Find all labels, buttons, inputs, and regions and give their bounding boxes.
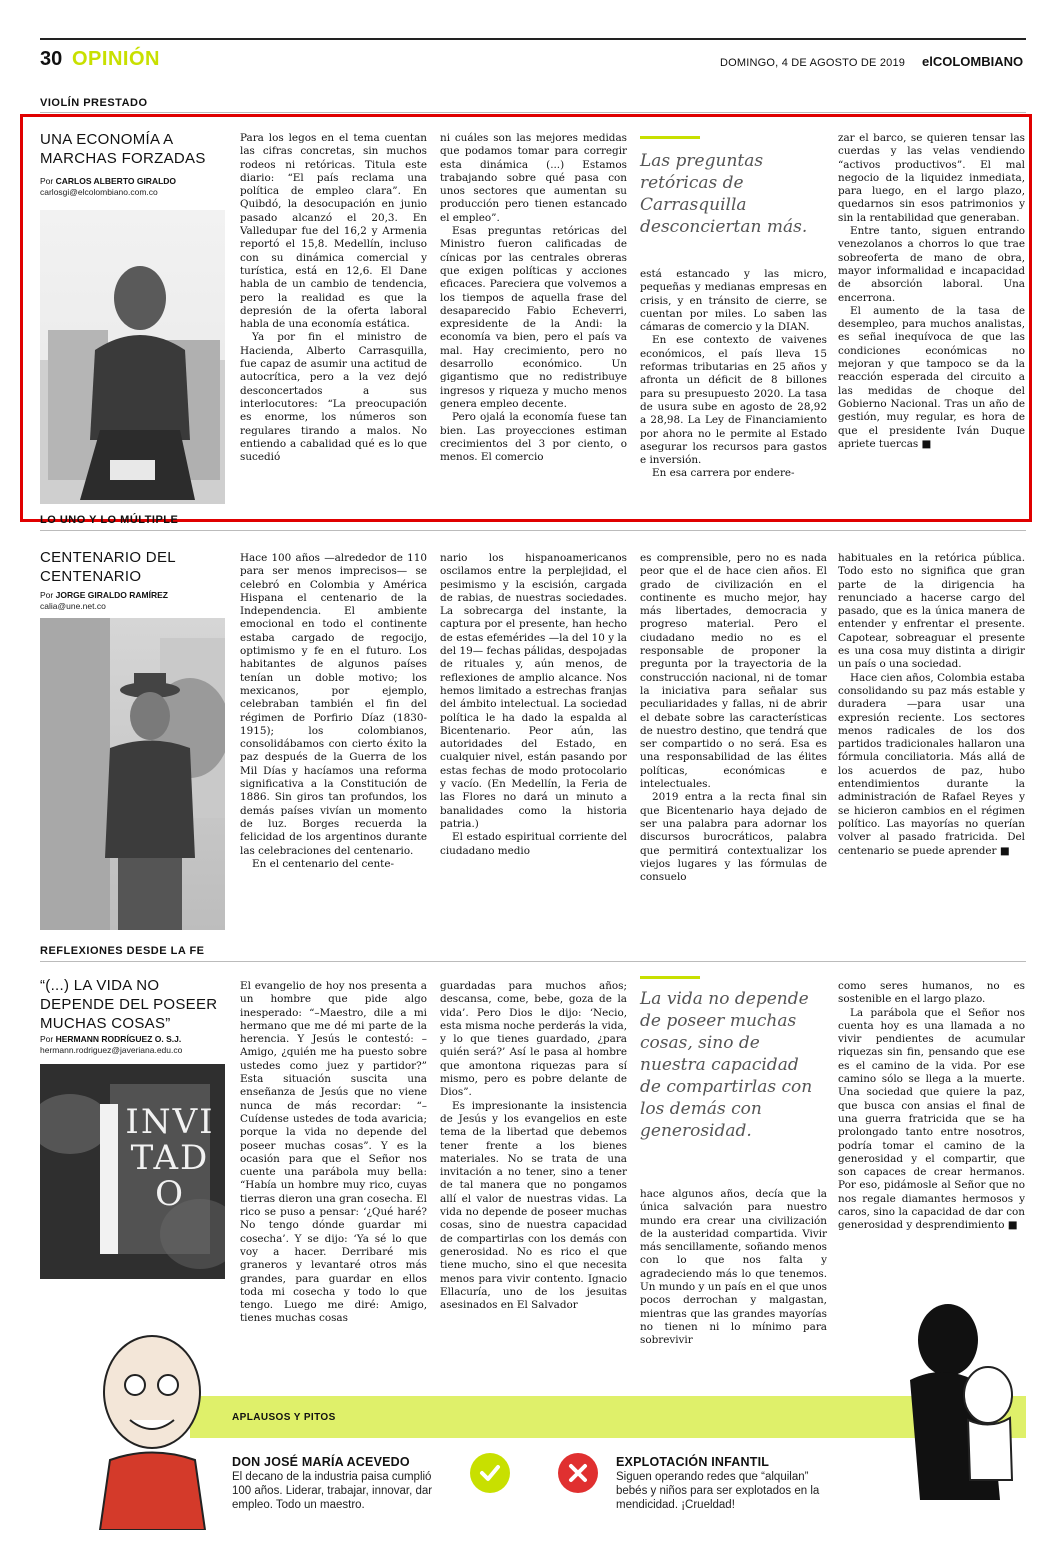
article2-author: JORGE GIRALDO RAMÍREZ bbox=[55, 590, 169, 600]
article3-col-d bbox=[838, 980, 1025, 1300]
paragraph: El evangelio de hoy nos presenta a un hombre que pide algo inesperado: “–Maestro, dile a mi hermano que me dé mi parte de la herencia. Y Jesús le contestó: –Amigo, ¿quién me ha puesto sobre ustedes como juez y partidor?” Esta situación suscita una enseñanza de Jesús que no viene nunca de más recordar: “–Cuídense ustedes de toda avaricia; porque la vida no depende del poseer muchas cosas”. Y es la ocasión para que el Señor nos cuente una parábola muy bella: “Había un hombre muy rico, cuyas tierras dieron una gran cosecha. El rico se puso a pensar: ‘¿Qué haré? No tengo dónde guardar mi cosecha’. Y se dijo: ‘Ya sé lo que voy a hacer. Derribaré mis graneros y levantaré otros más grandes, para guardar en ellos toda mi cosecha y todo lo que tengo. Luego me diré: Amigo, tienes muchas cosas bbox=[240, 980, 427, 1325]
paragraph: Para los legos en el tema cuentan las cifras concretas, sin muchos rodeos ni retóricas. Titula este diario: “El país reclama una política de empleo clara”. En Quibdó, la desocupación en junio pasado alcanzó el 20,3. En Valledupar fue del 16,2 y Armenia reportó el 15,8. Medellín, incluso con su dinámica comercial y turística, está en 12,6. El Dane habla de un cambio de tendencia, pero la realidad es que la depresión de la oferta laboral habla de una economía estática. bbox=[240, 132, 427, 331]
article2-col-a bbox=[240, 552, 427, 936]
paragraph: En esa carrera por endere- bbox=[652, 467, 795, 480]
masthead-el: el bbox=[922, 54, 933, 69]
caricature-acevedo bbox=[90, 1330, 220, 1530]
article2-col-d bbox=[838, 552, 1025, 936]
section-label-lo-uno: LO UNO Y LO MÚLTIPLE bbox=[40, 514, 179, 526]
masthead-name: COLOMBIANO bbox=[932, 54, 1024, 69]
section-label-reflexiones: REFLEXIONES DESDE LA FE bbox=[40, 945, 205, 957]
divider bbox=[40, 530, 1026, 531]
paragraph: es comprensible, pero no es nada peor que el de hace cien años. El grado de civilización en el continente es mucho mejor, hay más libertades, democracia y progreso material. Pero el ciudadano medio no es el responsable de proponer la pregunta por la trayectoria de la construcción nacional, ni de tomar la iniciativa para señalar sus peculiaridades y fallas, ni de abrir el debate sobre las características de nuestro destino, que tendrá que ser compartido o no será. Esa es una responsabilidad de las élites políticas, económicas e intelectuales. bbox=[640, 552, 827, 791]
top-rule bbox=[40, 38, 1026, 40]
paragraph: Entre tanto, siguen entrando venezolanos a chorros lo que trae sobreoferta de mano de obra, mayor informalidad e incapacidad de absorción laboral. Una encerrona. bbox=[838, 225, 1025, 304]
paragraph: El estado espiritual corriente del ciudadano medio bbox=[440, 831, 627, 857]
aplauso-text: El decano de la industria paisa cumplió 100 años. Liderar, trabajar, innovar, dar empleo. Todo un maestro. bbox=[232, 1471, 433, 1511]
paragraph: Pero ojalá la economía fuese tan bien. Las proyecciones estiman crecimientos del 3 por ciento, o menos. El comercio bbox=[440, 411, 627, 464]
divider bbox=[40, 112, 1026, 113]
paragraph: El aumento de la tasa de desempleo, para muchos analistas, es señal inequívoca de que las condiciones económicas no mejoran y que tampoco se da la reacción esperada del circuito a las medidas de choque del Gobierno Nacional. Tras un año de gestión, muy regular, es hora de que el presidente Iván Duque apriete tuercas ■ bbox=[838, 304, 1025, 450]
byline-prefix: Por bbox=[40, 176, 54, 186]
paragraph: 2019 entra a la recta final sin que Bicentenario haya dejado de ser una palabra para adornar los discursos burocráticos, palabra que permitirá contextualizar los viejos lugares y las fórmulas de consuelo bbox=[640, 791, 827, 884]
paragraph: Hace 100 años —alrededor de 110 para ser menos imprecisos— se celebró en Colombia y América Hispana el centenario de la Independencia. El ambiente emocional en todo el continente estaba cargado de regocijo, optimismo y fe en el futuro. Los habitantes de algunos países tenían un doble motivo; los mexicanos, por ejemplo, celebraban también el fin del régimen de Porfirio Díaz (1830-1915); los colombianos, consolidábamos con cierto éxito la paz después de la Guerra de los Mil Días y hacíamos una reforma significativa a la Constitución de 1886. Sin giros tan profundos, los demás países vivían un momento de luz. Borges recuerda la felicidad de los argentinos durante las celebraciones del centenario. bbox=[240, 552, 427, 857]
article2-email: calia@une.net.co bbox=[40, 601, 106, 611]
divider bbox=[40, 961, 1026, 962]
paragraph: Esas preguntas retóricas del Ministro fueron calificadas de cínicas por las centrales obreras que exigen políticas y acciones eficaces. Pareciera que volvemos a los tiempos de aquella frase del desaparecido Fabio Echeverri, expresidente de la Andi: la economía va bien, pero el país va mal. Hay crecimiento, pero no desarrollo económico. Un gigantismo que no redistribuye ingresos y riqueza y mucho menos genera empleo decente. bbox=[440, 225, 627, 410]
article1-email: carlosgi@elcolombiano.com.co bbox=[40, 187, 158, 197]
paragraph: habituales en la retórica pública. Todo esto no significa que gran parte de la dirigencia ha renunciado a hacerse cargo del pasado, que es la única manera de entender y enfrentar el presente. Capotear, sobreaguar el presente es una cosa muy distinta a dirigir un país o una sociedad. bbox=[838, 552, 1025, 671]
highlight-box bbox=[20, 114, 1032, 522]
paragraph: En el centenario del cente- bbox=[252, 857, 394, 870]
checkmark-icon bbox=[470, 1453, 510, 1493]
article2-col-c bbox=[640, 552, 827, 936]
paragraph: como seres humanos, no es sostenible en el largo plazo. bbox=[838, 980, 1025, 1006]
article1-pull-quote: Las preguntas retóricas de Carrasquilla desconciertan más. bbox=[640, 151, 808, 237]
article3-author: HERMANN RODRÍGUEZ O. S.J. bbox=[55, 1034, 182, 1044]
quote-accent-bar bbox=[640, 976, 700, 979]
article1-author: CARLOS ALBERTO GIRALDO bbox=[55, 176, 177, 186]
masthead-logo bbox=[922, 54, 1023, 69]
article3-col-c bbox=[640, 1188, 827, 1370]
aplausos-label: APLAUSOS Y PITOS bbox=[232, 1412, 336, 1423]
paragraph: Ya por fin el ministro de Hacienda, Alberto Carrasquilla, fue capaz de asumir una actitud de autocrítica, pero a la vez dejó desconcertados a sus interlocutores: “La preocupación es enorme, los números son regulares tirando a malos. No entiendo a cabalidad qué es lo que sucedió bbox=[240, 331, 427, 464]
article3-col-a bbox=[240, 980, 427, 1370]
paragraph: La parábola que el Señor nos cuenta hoy es una llamada a no vivir pendientes de acumular riquezas sin fin, pensando que ese es el camino de la vida. Por ese camino sólo se llega a la muerte. Una sociedad que quiere la paz, que busca con ansias el final de una guerra fratricida que se ha prolongado tanto entre nosotros, podría tomar el camino de la generosidad y el compartir, que son capaces de crear hermanos. Por eso, pidámosle al Señor que no nos regale diamantes hermosos y caros, sino la capacidad de dar con generosidad y desprendimiento ■ bbox=[838, 1006, 1025, 1232]
pito-text: Siguen operando redes que “alquilan” bebés y niños para ser explotados en la mendicidad. ¡Crueldad! bbox=[616, 1471, 820, 1511]
article2-col-b bbox=[440, 552, 627, 936]
section-label-violin: VIOLÍN PRESTADO bbox=[40, 97, 148, 109]
paragraph: Es impresionante la insistencia de Jesús y los evangelios en este tema de la libertad que debemos tener frente a los bienes materiales. No se trata de una invitación a no tener, sino a tener de tal manera que no pongamos allí el valor de nuestras vidas. La vida no depende de poseer muchas cosas, sino de nuestra capacidad de compartirlas con los demás con generosidad. No es rico el que tiene mucho, sino el que necesita menos para vivir contento. Ignacio Ellacuría, uno de los jesuitas asesinados en El Salvador bbox=[440, 1099, 627, 1312]
byline-prefix: Por bbox=[40, 590, 54, 600]
paragraph: hace algunos años, decía que la única salvación para nuestro mundo era crear una civilización de la austeridad compartida. Vivir más sencillamente, soñando menos con lo que nos falta y agradeciendo más lo que tenemos. Un mundo y un país en el que unos pocos derrochan y malgastan, mientras que las grandes mayorías no tienen ni lo mínimo para sobrevivir bbox=[640, 1188, 827, 1347]
article2-headline: CENTENARIO DEL CENTENARIO bbox=[40, 549, 176, 585]
paragraph: zar el barco, se quieren tensar las cuerdas y las velas vendiendo “activos productivos”. El mal negocio de la liquidez inmediata, para luego, en el largo plazo, quedarnos sin esos patrimonios y sin la rentabilidad que generaban. bbox=[838, 132, 1025, 224]
article3-headline: “(...) LA VIDA NO DEPENDE DEL POSEER MUCHAS COSAS” bbox=[40, 977, 218, 1032]
invitado-label: INVITADO bbox=[125, 1102, 215, 1214]
article3-pull-quote: La vida no depende de poseer muchas cosas, sino de nuestra capacidad de compartirlas con los demás con generosidad. bbox=[640, 989, 813, 1141]
section-title: OPINIÓN bbox=[72, 48, 160, 70]
illustration-child-exploitation bbox=[890, 1300, 1030, 1510]
paragraph: guardadas para muchos años; descansa, come, bebe, goza de la vida’. Pero Dios le dijo: ‘Necio, esta misma noche perderás la vida, y lo que tienes guardado, ¿para quién será?’ Así le pasa al hombre que amontona riquezas para sí mismo, pero es pobre delante de Dios”. bbox=[440, 980, 627, 1099]
article1-headline: UNA ECONOMÍA A MARCHAS FORZADAS bbox=[40, 131, 206, 167]
paragraph: nario los hispanoamericanos oscilamos entre la perplejidad, el pesimismo y la escisión, cargada de rabias, de nuestras sociedades. La sobrecarga del instante, la captura por el presente, han hecho de estas efemérides —la del 10 y la del 19— fechas pálidas, despojadas de rituales y, aún menos, de reflexiones de amplio alcance. Nos hemos limitado a estrechas franjas del ámbito intelectual. La sociedad política le ha dado la espalda al Bicentenario. Peor aún, las autoridades del Estado, en cualquier nivel, están pasando por estas fechas de modo protocolario y vacío. (En Medellín, la Feria de las Flores no dará un minuto a banalidades como la historia patria.) bbox=[440, 552, 627, 830]
paragraph: ni cuáles son las mejores medidas que podamos tomar para corregir esta dinámica (...) Estamos trabajando sobre qué pasa con unos sectores que aumentan su producción pero tienen estancado el empleo”. bbox=[440, 132, 627, 224]
paragraph: está estancado y las micro, pequeñas y medianas empresas en crisis, y en tránsito de cierre, se cuentan por miles. Lo saben las cámaras de comercio y la DIAN. bbox=[640, 268, 827, 334]
invitado-image bbox=[40, 1064, 225, 1279]
aplauso-name: DON JOSÉ MARÍA ACEVEDO bbox=[232, 1455, 410, 1469]
pito-name: EXPLOTACIÓN INFANTIL bbox=[616, 1455, 770, 1469]
page-number: 30 bbox=[40, 48, 63, 70]
issue-date: DOMINGO, 4 DE AGOSTO DE 2019 bbox=[720, 57, 906, 69]
article3-email: hermann.rodriguez@javeriana.edu.co bbox=[40, 1045, 183, 1055]
paragraph: Hace cien años, Colombia estaba consolidando su paz más estable y duradera —para usar una expresión reciente. Los sectores menos radicales de los dos partidos tradicionales hallaron una fórmula conciliatoria. Más allá de los acuerdos de paz, hubo entendimientos durante la administración de Rafael Reyes y se hicieron cambios en el régimen político. Las mayorías no querían volver al pasado fratricida. Del centenario se puede aprender ■ bbox=[838, 671, 1025, 857]
paragraph: En ese contexto de vaivenes económicos, el país lleva 15 reformas tributarias en 25 años y afronta un déficit de 8 billones para su presupuesto 2020. La tasa de usura sube en agosto de 28,92 a 28,98. La Ley de Financiamiento por ahora no le permite al Estado asegurar los recursos para gastos e inversión. bbox=[640, 334, 827, 467]
byline-prefix: Por bbox=[40, 1034, 54, 1044]
article2-byline bbox=[40, 590, 168, 600]
article3-byline bbox=[40, 1034, 181, 1044]
article3-col-b bbox=[440, 980, 627, 1370]
author-photo-ramirez bbox=[40, 618, 225, 930]
x-mark-icon bbox=[558, 1453, 598, 1493]
